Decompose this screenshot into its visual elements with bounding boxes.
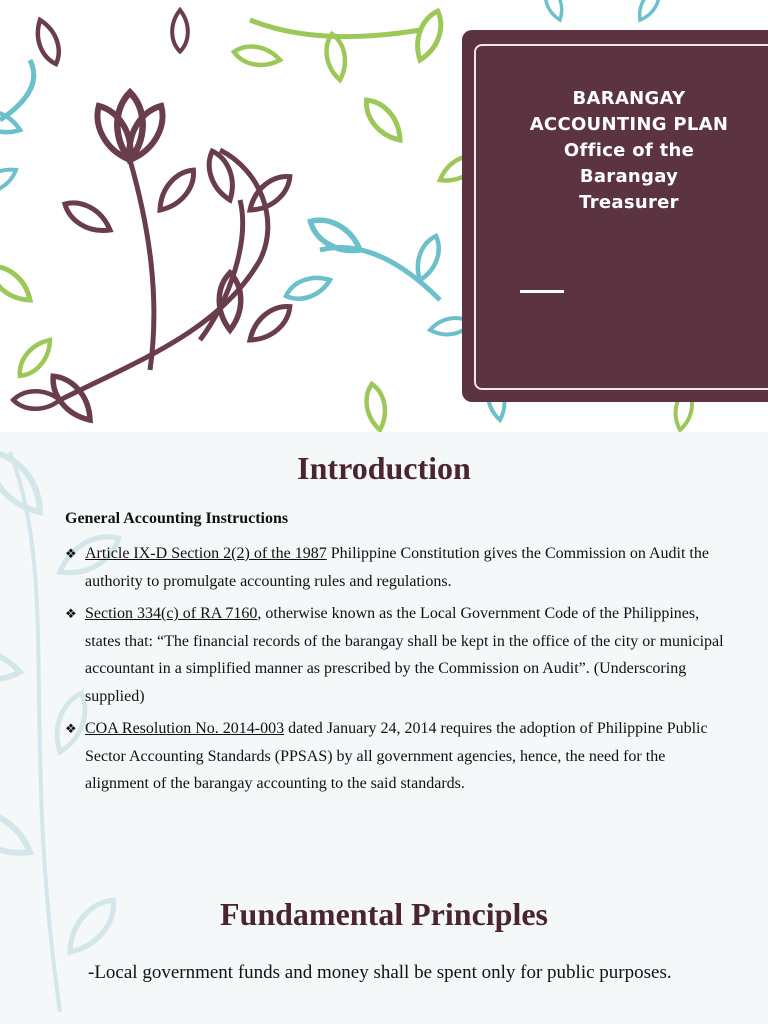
title-line: ACCOUNTING PLAN (529, 114, 729, 135)
title-slide (0, 0, 768, 432)
reference-link: Section 334(c) of RA 7160 (85, 605, 258, 622)
list-item (65, 600, 725, 710)
title-line: Barangay (579, 166, 679, 187)
bullet-text: , otherwise known as the Local Government Code of the Philippines, states that: “The financial records of the barangay shall be kept in the office of the city or municipal accountant in a simplified manner as prescribed by the Commission on Audit”. (Underscoring supplied) (85, 605, 724, 705)
title-box-border (474, 44, 768, 390)
diamond-bullet-icon: ❖ (65, 721, 77, 736)
principles-heading: Fundamental Principles (219, 896, 548, 932)
reference-link: COA Resolution No. 2014-003 (85, 720, 285, 737)
list-item (65, 715, 725, 798)
introduction-heading: Introduction (297, 450, 471, 486)
section-subtitle: General Accounting Instructions (65, 510, 289, 527)
bullet-text: dated January 24, 2014 requires the adoption of Philippine Public Sector Accounting Standards (PPSAS) by all government agencies, hence, the need for the alignment of the barangay accounting to the said standards. (85, 720, 708, 792)
title-box (462, 30, 768, 402)
title-divider (520, 290, 564, 293)
title-line: Treasurer (579, 192, 679, 213)
title-line: BARANGAY (572, 88, 686, 109)
introduction-slide (0, 432, 768, 1024)
bullet-list (65, 540, 725, 803)
reference-link: Article IX-D Section 2(2) of the 1987 (85, 545, 327, 562)
slide-title (490, 86, 768, 216)
list-item (65, 540, 725, 595)
diamond-bullet-icon: ❖ (65, 546, 77, 561)
title-line: Office of the (563, 140, 695, 161)
bullet-text: Philippine Constitution gives the Commission on Audit the authority to promulgate accounting rules and regulations. (85, 545, 709, 590)
principles-text: -Local government funds and money shall be spent only for public purposes. (88, 962, 672, 983)
diamond-bullet-icon: ❖ (65, 606, 77, 621)
